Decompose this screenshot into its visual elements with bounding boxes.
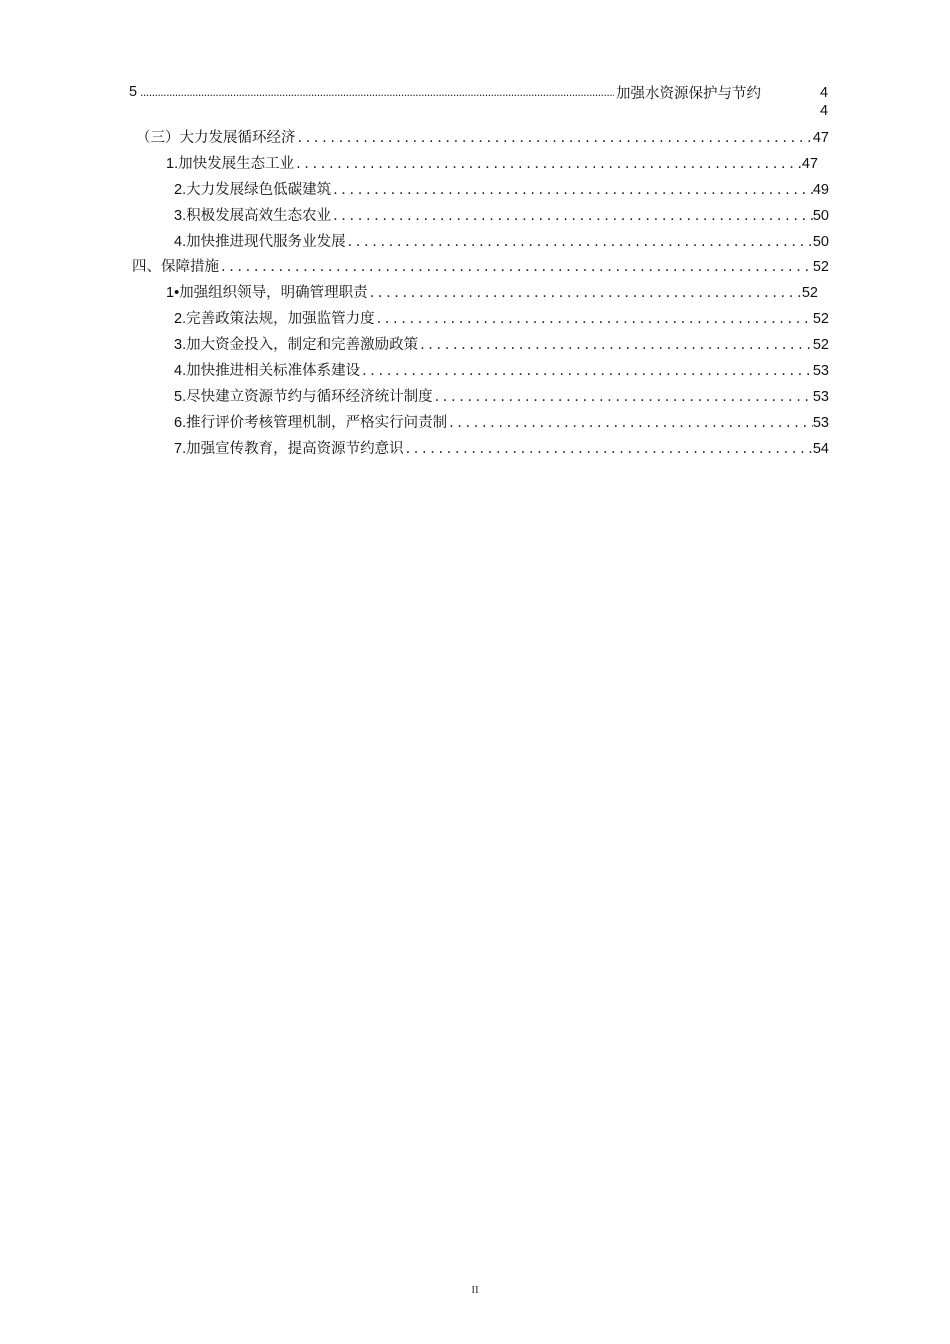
toc-entry[interactable] (174, 385, 829, 407)
toc-entry-page: 44 (819, 85, 829, 119)
toc-entry[interactable] (174, 204, 829, 226)
toc-entry-title: 加大资金投入，制定和完善激励政策 (186, 337, 419, 353)
toc-entry-page: 54 (812, 441, 829, 457)
toc-entry[interactable] (166, 152, 818, 174)
toc-entry[interactable] (174, 178, 829, 200)
toc-leader (219, 257, 813, 277)
toc-entry-page: 50 (812, 234, 829, 250)
toc-leader (346, 232, 813, 252)
toc-leader (331, 180, 813, 200)
toc-entry-number: 4. (174, 363, 187, 379)
toc-entry-page: 53 (812, 389, 829, 405)
toc-entry-title: 积极发展高效生态农业 (186, 208, 332, 224)
toc-entry-number: 4. (174, 234, 187, 250)
toc-entry-title: 加快推进相关标准体系建设 (186, 363, 361, 379)
toc-entry-number: 1. (166, 156, 179, 172)
toc-entry[interactable] (166, 281, 818, 303)
toc-entry[interactable] (136, 126, 829, 148)
toc-entry-title: 加快发展生态工业 (178, 156, 295, 172)
page-footer-number: II (471, 1284, 479, 1296)
toc-entry-number: 3. (174, 337, 187, 353)
toc-leader (294, 154, 802, 174)
toc-entry-title: 加强组织领导，明确管理职责 (179, 285, 368, 301)
toc-entry-title: 加强水资源保护与节约 (616, 86, 761, 102)
toc-entry[interactable] (129, 82, 829, 122)
toc-leader (433, 387, 813, 407)
toc-entry-page: 52 (812, 259, 829, 275)
toc-entry-number: 5 (129, 84, 138, 100)
toc-leader (368, 283, 802, 303)
toc-entry[interactable] (174, 307, 829, 329)
toc-entry-title: 完善政策法规，加强监管力度 (186, 311, 375, 327)
toc-entry-title: 加强宣传教育，提高资源节约意识 (186, 441, 404, 457)
toc-entry[interactable] (174, 411, 829, 433)
toc-entry-title: 四、保障措施 (132, 259, 219, 275)
toc-entry-title: （三）大力发展循环经济 (136, 130, 296, 146)
toc-entry[interactable] (174, 437, 829, 459)
toc-leader (375, 309, 813, 329)
toc-entry-page: 52 (812, 311, 829, 327)
toc-entry-number: 7. (174, 441, 187, 457)
toc-leader (331, 206, 813, 226)
toc-leader (418, 335, 813, 355)
toc-leader (404, 439, 813, 459)
toc-entry[interactable] (174, 230, 829, 252)
toc-entry-number: 2. (174, 182, 187, 198)
toc-leader (140, 84, 614, 102)
toc-entry-page: 52 (801, 285, 818, 301)
toc-entry-page: 53 (812, 415, 829, 431)
toc-entry-number: 1• (166, 285, 180, 301)
toc-entry-number: 2. (174, 311, 187, 327)
toc-entry-title: 大力发展绿色低碳建筑 (186, 182, 332, 198)
toc-leader (296, 128, 813, 148)
toc-entry-page: 49 (812, 182, 829, 198)
toc-entry[interactable] (174, 333, 829, 355)
toc-entry-number: 5. (174, 389, 187, 405)
toc-leader (360, 361, 813, 381)
toc-entry[interactable] (132, 255, 829, 277)
toc-entry[interactable] (174, 359, 829, 381)
toc-entry-number: 3. (174, 208, 187, 224)
toc-entry-page: 50 (812, 208, 829, 224)
toc-entry-page: 47 (801, 156, 818, 172)
toc-leader (447, 413, 813, 433)
toc-entry-title: 推行评价考核管理机制，严格实行问责制 (186, 415, 448, 431)
toc-entry-page: 47 (812, 130, 829, 146)
toc-entry-title: 尽快建立资源节约与循环经济统计制度 (186, 389, 433, 405)
toc-entry-number: 6. (174, 415, 187, 431)
toc-entry-page: 52 (812, 337, 829, 353)
toc-entry-page: 53 (812, 363, 829, 379)
toc-entry-title: 加快推进现代服务业发展 (186, 234, 346, 250)
